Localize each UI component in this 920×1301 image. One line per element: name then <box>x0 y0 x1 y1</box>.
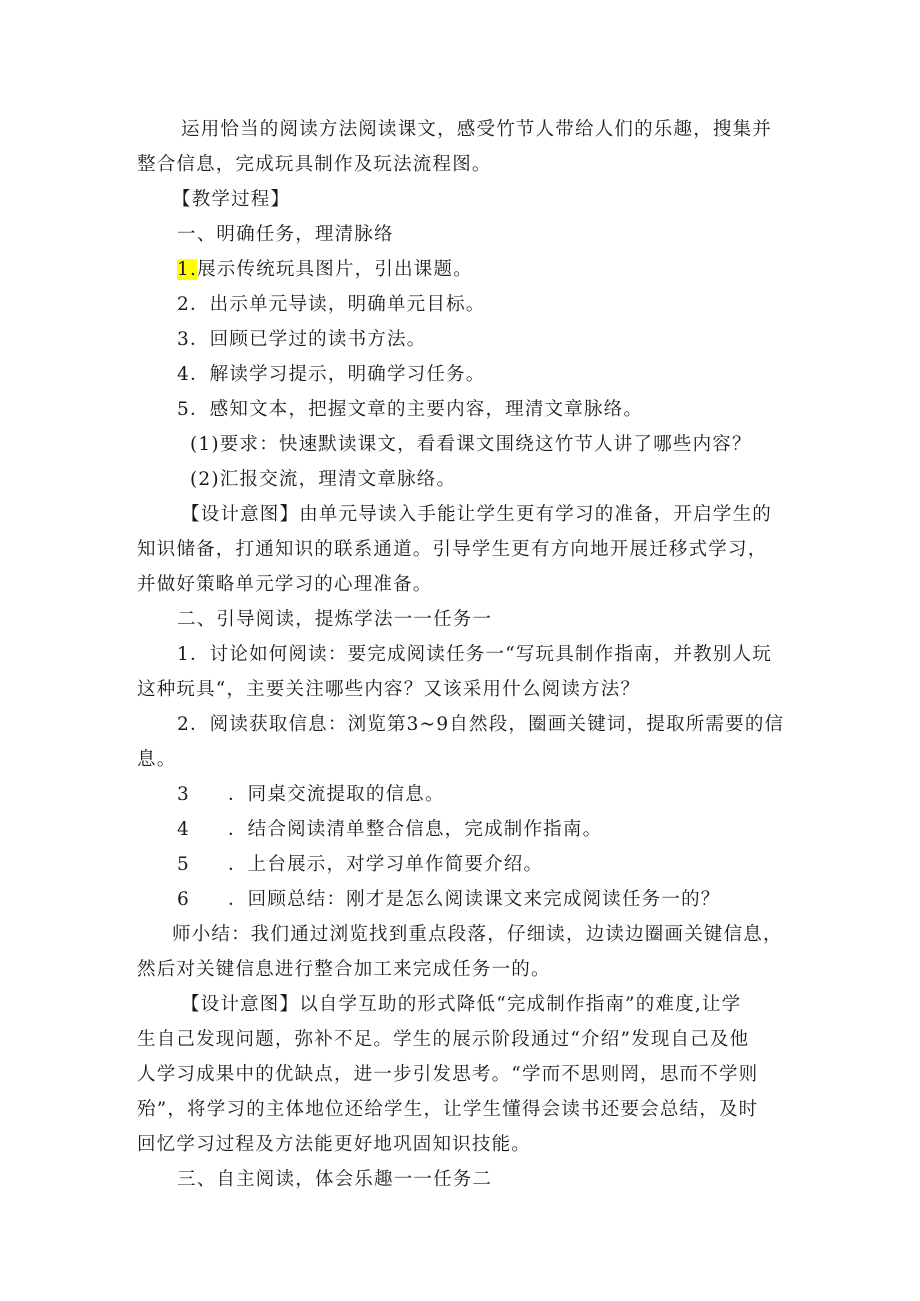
section2-design-line-4: 殆”，将学习的主体地位还给学生，让学生懂得会读书还要会总结，及时 <box>137 1099 759 1120</box>
section1-item-3: 3．回顾已学过的读书方法。 <box>177 329 427 350</box>
section1-design-line-1: 【设计意图】由单元导读入手能让学生更有学习的准备，开启学生的 <box>181 504 773 525</box>
highlighted-number: 1. <box>177 259 198 280</box>
section2-summary-line-2: 然后对关键信息进行整合加工来完成任务一的。 <box>137 959 551 980</box>
section2-design-line-2: 生自己发现问题，弥补不足。学生的展示阶段通过“介绍”发现自己及他 <box>137 1029 750 1050</box>
section2-item-1-line-2: 这种玩具“，主要关注哪些内容？又该采用什么阅读方法？ <box>137 679 641 700</box>
section1-title: 一、明确任务，理清脉络 <box>177 224 394 245</box>
section2-item-4 <box>177 818 602 842</box>
item-text: ．回顾总结：刚才是怎么阅读课文来完成阅读任务一的？ <box>227 889 721 910</box>
section2-design-line-1: 【设计意图】以自学互助的形式降低“完成制作指南”的难度,让学 <box>181 994 742 1015</box>
section2-item-3 <box>177 783 445 807</box>
section2-item-1-line-1: 1．讨论如何阅读：要完成阅读任务一“写玩具制作指南，并教别人玩 <box>177 644 772 665</box>
item-text: ．上台展示，对学习单作简要介绍。 <box>227 854 544 875</box>
item-text: ．结合阅读清单整合信息，完成制作指南。 <box>227 819 603 840</box>
item-number: 5 <box>177 854 190 875</box>
section1-item-1 <box>177 258 473 282</box>
intro-line-1: 运用恰当的阅读方法阅读课文，感受竹节人带给人们的乐趣，搜集并 <box>181 119 773 140</box>
section1-item-1-text: 展示传统玩具图片，引出课题。 <box>197 259 473 280</box>
item-number: 3 <box>177 784 190 805</box>
section2-item-6 <box>177 888 721 912</box>
section1-sub-2: (2)汇报交流，理清文章脉络。 <box>190 469 457 490</box>
section2-item-2-line-1: 2．阅读获取信息：浏览第3~9自然段，圈画关键词，提取所需要的信 <box>177 714 785 735</box>
section1-item-5: 5．感知文本，把握文章的主要内容，理清文章脉络。 <box>177 399 644 420</box>
item-text: ．同桌交流提取的信息。 <box>227 784 445 805</box>
section1-design-line-2: 知识储备，打通知识的联系通道。引导学生更有方向地开展迁移式学习， <box>137 539 768 560</box>
intro-line-2: 整合信息，完成玩具制作及玩法流程图。 <box>137 154 492 175</box>
process-heading: 【教学过程】 <box>172 189 291 210</box>
section1-sub-1: (1)要求：快速默读课文，看看课文围绕这竹节人讲了哪些内容？ <box>190 434 752 455</box>
item-number: 6 <box>177 889 190 910</box>
section2-item-2-line-2: 息。 <box>137 749 177 770</box>
section2-summary-line-1: 师小结：我们通过浏览找到重点段落，仔细读，边读边圈画关键信息， <box>172 924 783 945</box>
section1-design-line-3: 并做好策略单元学习的心理准备。 <box>137 574 433 595</box>
section2-item-5 <box>177 853 543 877</box>
section1-item-2: 2．出示单元导读，明确单元目标。 <box>177 294 486 315</box>
section2-title: 二、引导阅读，提炼学法一一任务一 <box>177 609 493 630</box>
section2-design-line-5: 回忆学习过程及方法能更好地巩固知识技能。 <box>137 1134 532 1155</box>
section2-design-line-3: 人学习成果中的优缺点，进一步引发思考。“学而不思则罔，思而不学则 <box>137 1064 759 1085</box>
section3-title: 三、自主阅读，体会乐趣一一任务二 <box>177 1169 493 1190</box>
item-number: 4 <box>177 819 190 840</box>
section1-item-4: 4．解读学习提示，明确学习任务。 <box>177 364 486 385</box>
